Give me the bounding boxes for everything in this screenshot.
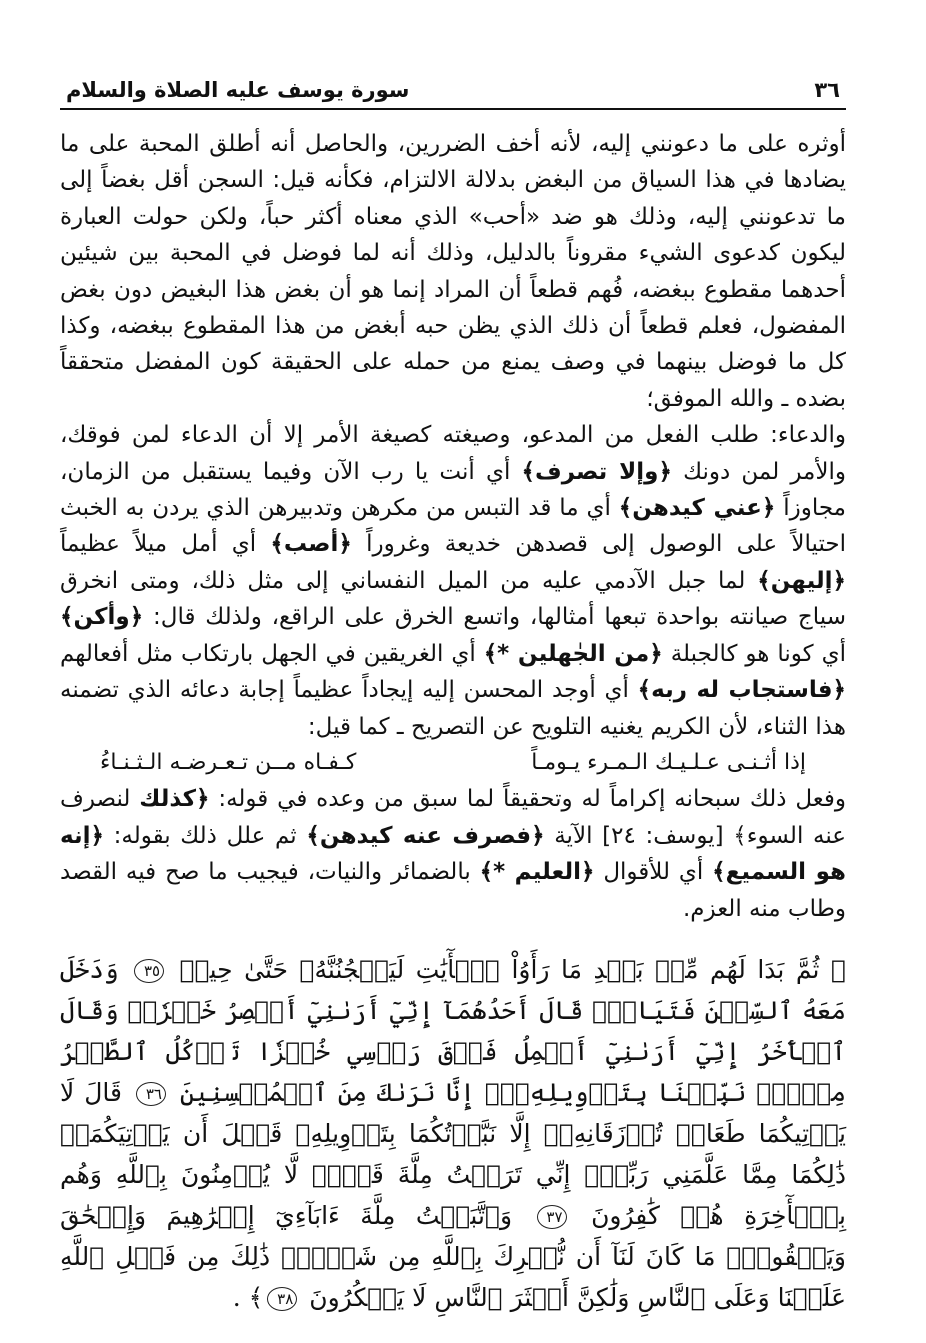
text-run: والدعاء: طلب الفعل من المدعو، وصيغته كصيغة الأمر إلا أن الدعاء لمن فوقك، والأمر لمن دونك	[60, 422, 846, 485]
text-run: بالضمائر والنيات، فيجيب ما صح فيه القصد وطاب منه العزم.	[60, 859, 846, 922]
page-number: ٣٦	[814, 78, 840, 102]
quran-quote: ﴿وإلا تصرف﴾	[521, 458, 672, 485]
quran-quote: ﴿من الجٰهلين *﴾	[483, 640, 663, 667]
ayah-text: ثُمَّ بَدَا لَهُم مِّنۢ بَعۡدِ مَا رَأَوُاْ ٱلۡأٓيَٰتِ لَيَسۡجُنُنَّهُۥ حَتَّىٰ حِينٖ	[168, 954, 831, 984]
quran-quote: ﴿وأكن﴾	[60, 604, 144, 631]
quran-quote: ﴿إنه هو السميع﴾	[60, 822, 846, 886]
verse-second-hemistich: كـفـاه مــن تـعـرضـه الـثـنـاءُ	[100, 749, 357, 775]
running-header	[60, 70, 846, 104]
quran-quote: ﴿فاستجاب له ربه﴾	[637, 677, 846, 704]
text-run: ثم علل ذلك بقوله:	[103, 822, 307, 849]
quran-quote: ﴿كذلك	[139, 786, 210, 813]
poetry-verse	[60, 745, 846, 781]
quran-passage	[60, 949, 846, 1318]
ayah-number-marker: ٣٨	[267, 1287, 297, 1311]
ayah-text: قَالَ لَا يَأۡتِيكُمَا طَعَامٞ تُرۡزَقَانِهِۦٓ إِلَّا نَبَّأۡتُكُمَا بِتَأۡوِيلِهِۦ قَبۡلَ أَن يَأۡتِيَكُمَاۚ ذَٰلِكُمَا مِمَّا عَلَّمَنِي رَبِّيٓۚ إِنِّي تَرَكۡتُ مِلَّةَ قَوۡمٖ لَّا يُؤۡمِنُونَ بِٱللَّهِ وَهُم بِٱلۡأٓخِرَةِ هُمۡ كَٰفِرُونَ	[60, 1077, 847, 1230]
text-run: أي للأقوال	[594, 859, 713, 886]
ayah-number-marker: ٣٧	[537, 1205, 567, 1229]
surah-title: سورة يوسف عليه الصلاة والسلام	[66, 78, 410, 102]
text-run: وفعل ذلك سبحانه إكراماً له وتحقيقاً لما سبق من وعده في قوله:	[209, 786, 846, 813]
text-run: أي الغريقين في الجهل بارتكاب مثل أفعالهم	[60, 640, 484, 667]
text-run: أي أوجد المحسن إليه إيجاداً عظيماً إجابة دعائه الذي تضمنه هذا الثناء، لأن الكريم يغنيه التلويح عن التصريح ـ كما قيل:	[60, 677, 846, 740]
text-run: أي أمل ميلاً عظيماً	[60, 531, 271, 558]
ayah-text: وَدَخَلَ مَعَهُ ٱلسِّجۡنَ فَتَيَانِۖ قَالَ أَحَدُهُمَآ إِنِّيٓ أَرَىٰنِيٓ أَعۡصِرُ خَمۡرٗاۖ وَقَالَ ٱلۡأٓخَرُ إِنِّيٓ أَرَىٰنِيٓ أَحۡمِلُ فَوۡقَ رَأۡسِي خُبۡزٗا تَأۡكُلُ ٱلطَّيۡرُ مِنۡهُۖ نَبِّئۡنَا بِتَأۡوِيلِهِۦٓۖ إِنَّا نَرَىٰكَ مِنَ ٱلۡمُحۡسِنِينَ	[60, 954, 846, 1107]
paragraph-1: أوثره على ما دعونني إليه، لأنه أخف الضررين، والحاصل أنه أطلق المحبة على ما يضادها في هذا السياق من البغض بدلالة الالتزام، فكأنه قيل: السجن أقل بغضاً إلى ما تدعونني إليه، وذلك هو ضد «أحب» الذي معناه أكثر حباً، ولكن حولت العبارة ليكون كدعوى الشيء مقروناً بالدليل، وذلك أنه لما فوضل في المحبة بين شيئين أحدهما مقطوع ببغضه، فُهم قطعاً أن المراد إنما هو أن بغض هذا البغيض دون بغض المفضول، فعلم قطعاً أن ذلك الذي يظن حبه أبغض من هذا المقطوع ببغضه، وكذا كل ما فوضل بينهما في وصف يمنع من حمله على الحقيقة كون المفضل متحققاً بضده ـ والله الموفق؛	[60, 131, 846, 412]
paragraph-2	[60, 417, 846, 745]
book-page	[60, 70, 846, 1330]
text-run: أي ما قد التبس من مكرهن وتدبيرهن الذي يردن به الخبث احتيالاً على الوصول إلى قصدهن خديعة وغروراً	[60, 495, 847, 558]
text-run: لما جبل الآدمي عليه من الميل النفساني إلى مثل ذلك، ومتى انخرق سياج صيانته بواحدة تبعها أمثالها، واتسع الخرق على الراقع، ولذلك قال:	[60, 567, 846, 631]
text-run: أي كونا هو كالجبلة	[662, 640, 846, 667]
text-run: لنصرف عنه السوء﴾ [يوسف: ٢٤] الآية	[60, 786, 846, 849]
ayah-number-marker: ٣٦	[136, 1082, 166, 1106]
quran-quote: ﴿إليهن﴾	[757, 567, 846, 594]
ornate-bracket-open: ﴿	[830, 954, 846, 984]
quran-quote: ﴿أصب﴾	[270, 531, 352, 558]
ayah-number-marker: ٣٥	[134, 959, 164, 983]
quran-quote: ﴿العليم *﴾	[479, 859, 595, 886]
ornate-bracket-close: ﴾ .	[232, 1282, 264, 1312]
commentary-text	[60, 126, 846, 927]
quran-quote: ﴿فصرف عنه كيدهن﴾	[306, 822, 545, 849]
paragraph-3	[60, 781, 846, 927]
header-divider	[60, 108, 846, 110]
ayah-text: وَٱتَّبَعۡتُ مِلَّةَ ءَابَآءِيٓ إِبۡرَٰهِيمَ وَإِسۡحَٰقَ وَيَعۡقُوبَۚ مَا كَانَ لَنَآ أَن نُّشۡرِكَ بِٱللَّهِ مِن شَيۡءٖۚ ذَٰلِكَ مِن فَضۡلِ ٱللَّهِ عَلَيۡنَا وَعَلَى ٱلنَّاسِ وَلَٰكِنَّ أَكۡثَرَ ٱلنَّاسِ لَا يَشۡكُرُونَ	[60, 1200, 846, 1312]
quran-quote: ﴿عني كيدهن﴾	[618, 495, 776, 522]
text-run: أي أنت يا رب الآن وفيما يستقبل من الزمان، مجاوزاً	[60, 458, 846, 522]
verse-first-hemistich: إذا أثـنـى عـلـيـك الـمـرء يـومـاً	[531, 749, 806, 775]
